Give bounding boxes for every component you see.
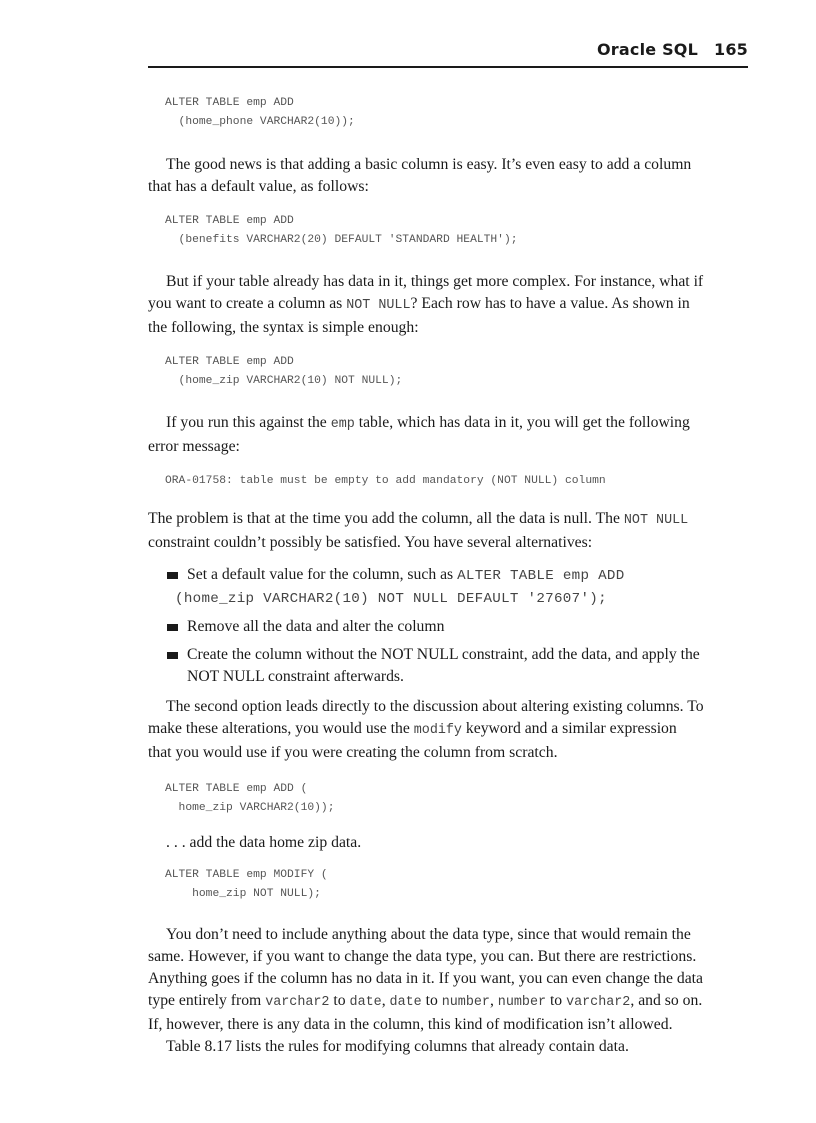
paragraph-error: If you run this against the emp table, which has data in it, you will get the following error message: <box>148 414 690 455</box>
code-block-modify: ALTER TABLE emp MODIFY ( home_zip NOT NULL); <box>165 869 328 900</box>
inline-code: NOT NULL <box>346 298 411 313</box>
paragraph-table-reference: Table 8.17 lists the rules for modifying columns that already contain data. <box>166 1038 629 1055</box>
bullet-square-icon <box>167 652 178 659</box>
code-block-add-home-zip-2: ALTER TABLE emp ADD ( home_zip VARCHAR2(10)); <box>165 783 335 814</box>
paragraph-problem: The problem is that at the time you add the column, all the data is null. The NOT NULL constraint couldn’t possibly be satisfied. You have several alternatives: <box>148 510 689 551</box>
paragraph-add-data: . . . add the data home zip data. <box>166 834 362 851</box>
bullet-square-icon <box>167 572 178 579</box>
paragraph-not-null: But if your table already has data in it, things get more complex. For instance, what if you want to create a column as NOT NULL? Each row has to have a value. As shown in the following, the syntax is simple enough: <box>148 273 704 336</box>
page-number: 165 <box>714 40 748 59</box>
inline-code: NOT NULL <box>623 513 689 528</box>
code-block-add-benefits: ALTER TABLE emp ADD (benefits VARCHAR2(20) DEFAULT 'STANDARD HEALTH'); <box>165 215 518 246</box>
header-title: Oracle SQL <box>597 40 698 59</box>
inline-code: emp <box>330 417 355 432</box>
list-item: Create the column without the NOT NULL constraint, add the data, and apply the NOT NULL constraint afterwards. <box>148 644 704 688</box>
bullet-square-icon <box>167 624 178 631</box>
list-item: Remove all the data and alter the column <box>148 616 704 638</box>
page-content <box>148 90 704 1058</box>
inline-code: modify <box>413 723 462 738</box>
list-item: Set a default value for the column, such as ALTER TABLE emp ADD (home_zip VARCHAR2(10) NOT NULL DEFAULT '27607'); <box>148 564 704 610</box>
code-block-add-home-zip: ALTER TABLE emp ADD (home_zip VARCHAR2(10) NOT NULL); <box>165 356 403 387</box>
paragraph-data-type: You don’t need to include anything about the data type, since that would remain the same. However, if you want to change the data type, you can. But there are restrictions. Anything goes if the column has no data in it. If you want, you can even change the data type entirely from varchar2 to date, date to number, number to varchar2, and so on. If, however, there is any data in the column, this kind of modification isn’t allowed. <box>148 926 704 1033</box>
paragraph-default-value: The good news is that adding a basic column is easy. It’s even easy to add a column that has a default value, as follows: <box>148 156 692 195</box>
running-header <box>148 40 748 68</box>
paragraph-second-option: The second option leads directly to the discussion about altering existing columns. To make these alterations, you would use the modify keyword and a similar expression that you would use if you were creating the column from scratch. <box>148 698 704 761</box>
code-block-error-message: ORA-01758: table must be empty to add mandatory (NOT NULL) column <box>165 475 606 487</box>
code-block-add-home-phone: ALTER TABLE emp ADD (home_phone VARCHAR2(10)); <box>165 97 355 128</box>
alternatives-list <box>148 564 704 688</box>
